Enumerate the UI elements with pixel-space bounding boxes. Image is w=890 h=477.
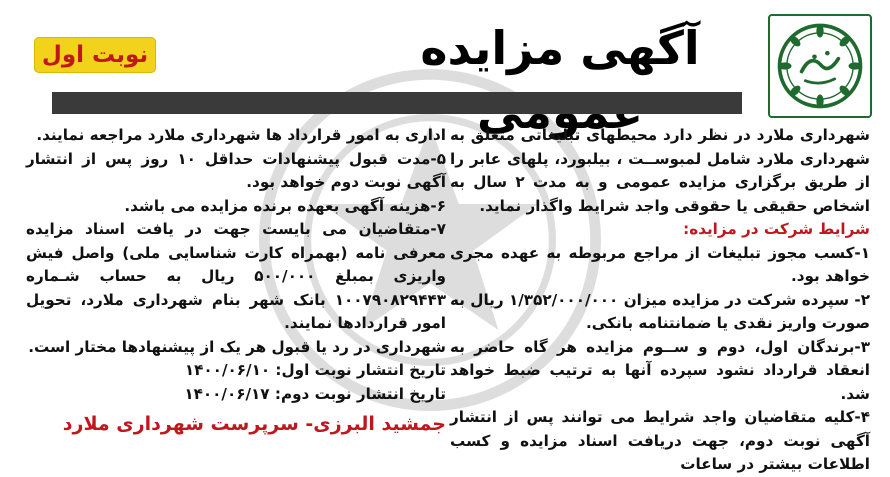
signature-line: جمشید البرزی- سرپرست شهرداری ملارد xyxy=(62,413,446,435)
condition-continuation: اداری به امور قرارداد ها شهرداری ملارد مراجعه نمایند. xyxy=(36,126,446,144)
municipality-logo-icon xyxy=(774,20,866,112)
discretion-note: شهرداری در رد یا قبول هر یک از پیشنهادها مختار است. xyxy=(28,337,446,356)
first-publish-date: تاریخ انتشار نوبت اول: ۱۴۰۰/۰۶/۱۰ xyxy=(184,361,446,379)
left-column xyxy=(26,124,446,406)
condition-item: ۴-کلیه متقاضیان واجد شرایط می توانند پس از انتشار آگهی نوبت دوم، جهت دریافت اسناد مزایده و کسب اطلاعات بیشتر در ساعات xyxy=(450,408,870,473)
condition-item: ۳-برندگان اول، دوم و ســوم مزایده هر گاه حاضر به انعقاد قرارداد نشود سپرده آنها به ترتیب ضبط خواهد شد. xyxy=(450,337,870,403)
intro-paragraph: شهرداری ملارد در نظر دارد محیطهای تبلیغاتی متعلق به شهرداری ملارد شامل لمبوســت ، بیلبورد، پلهای عابر را از طریق برگزاری مزایده عمومی و به مدت ۲ سال به اشخاص حقیقی یا حقوقی واجد شرایط واگذار نماید. xyxy=(450,126,870,215)
right-column xyxy=(450,124,870,477)
condition-item: ۵-مدت قبول پیشنهادات حداقل ۱۰ روز پس از انتشار آگهی نوبت دوم خواهد بود. xyxy=(26,149,446,191)
second-publish-date: تاریخ انتشار نوبت دوم: ۱۴۰۰/۰۶/۱۷ xyxy=(184,384,446,403)
condition-item: ۷-متقاضیان می بایست جهت در یافت اسناد مزایده معرفی نامه (بهمراه کارت شناسایی ملی) واصل فیش واریزی بمبلغ ۵۰۰/۰۰۰ ریال به حساب شـماره ۱۰۰۷۹۰۸۲۹۴۴۳ بانک شهر بنام شهرداری ملارد، تحویل امور قراردادها نمایند. xyxy=(26,220,446,332)
condition-item: ۱-کسب مجوز تبلیغات از مراجع مربوطه به عهده مجری خواهد بود. xyxy=(450,243,870,285)
conditions-heading: شرایط شرکت در مزایده: xyxy=(683,220,870,238)
condition-item: ۶-هزینه آگهی بعهده برنده مزایده می باشد. xyxy=(124,196,446,215)
header-divider-band xyxy=(52,92,742,114)
condition-item: ۲- سپرده شرکت در مزایده میزان ۱/۳۵۲/۰۰۰/۰۰۰ ریال به صورت واریز نقدی یا ضمانتنامه بانکی. xyxy=(450,290,870,332)
turn-badge: نوبت اول xyxy=(34,37,156,73)
page-title: آگهی مزایده xyxy=(420,21,700,75)
municipality-logo xyxy=(768,14,872,118)
